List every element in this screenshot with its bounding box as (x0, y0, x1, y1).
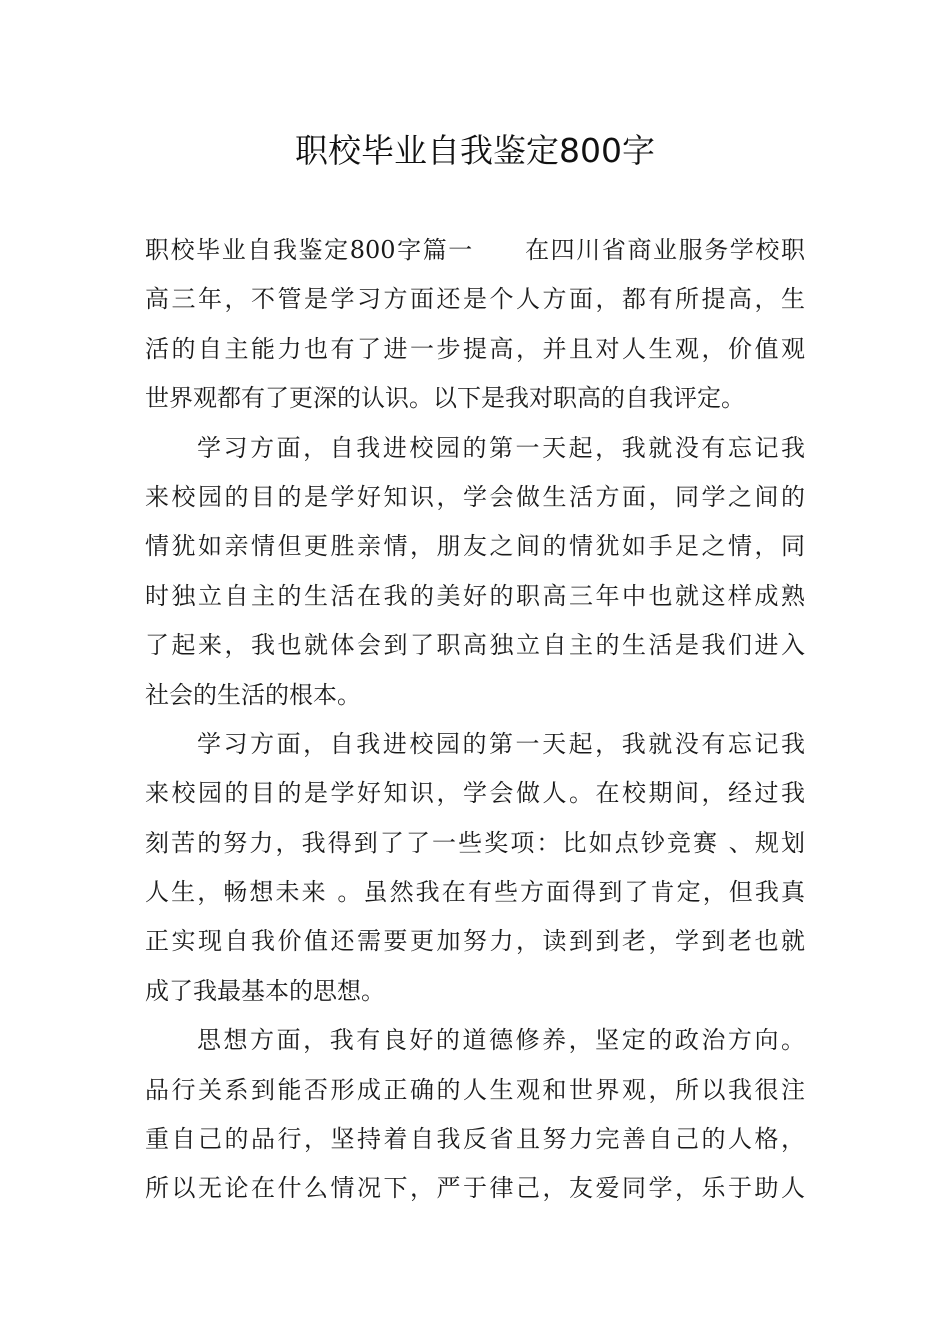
paragraph (145, 226, 805, 424)
paragraph-line: 刻苦的努力，我得到了了一些奖项：比如点钞竞赛 、规划 (145, 828, 805, 857)
paragraph-line: 情犹如亲情但更胜亲情，朋友之间的情犹如手足之情，同 (145, 532, 805, 561)
paragraph-line: 时独立自主的生活在我的美好的职高三年中也就这样成熟 (145, 581, 805, 610)
paragraph-line: 了起来，我也就体会到了职高独立自主的生活是我们进入 (145, 631, 805, 660)
paragraph-line: 职校毕业自我鉴定800字篇一 在四川省商业服务学校职 (145, 236, 805, 264)
paragraph-line: 成了我最基本的思想。 (145, 976, 385, 1005)
paragraph-line: 人生，畅想未来 。虽然我在有些方面得到了肯定，但我真 (145, 878, 805, 907)
paragraph-line: 世界观都有了更深的认识。以下是我对职高的自我评定。 (145, 384, 745, 413)
paragraph-line: 正实现自我价值还需要更加努力，读到到老，学到老也就 (145, 927, 805, 956)
paragraph-line: 所以无论在什么情况下，严于律己，友爱同学，乐于助人 (145, 1174, 805, 1203)
paragraph-line: 思想方面，我有良好的道德修养，坚定的政治方向。 (197, 1026, 805, 1055)
paragraph-line: 活的自主能力也有了进一步提高，并且对人生观，价值观 (145, 334, 805, 363)
paragraph (145, 720, 805, 1016)
paragraph-line: 重自己的品行，坚持着自我反省且努力完善自己的人格， (145, 1125, 805, 1154)
paragraph-line: 高三年，不管是学习方面还是个人方面，都有所提高，生 (145, 285, 805, 314)
paragraph-line: 品行关系到能否形成正确的人生观和世界观，所以我很注 (145, 1075, 805, 1104)
document-title: 职校毕业自我鉴定800字 (295, 131, 655, 170)
document-body (145, 226, 805, 1214)
paragraph (145, 1016, 805, 1214)
paragraph-line: 来校园的目的是学好知识，学会做人。在校期间，经过我 (145, 779, 805, 808)
paragraph (145, 424, 805, 720)
paragraph-line: 来校园的目的是学好知识，学会做生活方面，同学之间的 (145, 482, 805, 511)
paragraph-line: 社会的生活的根本。 (145, 680, 361, 709)
paragraph-line: 学习方面，自我进校园的第一天起，我就没有忘记我 (197, 433, 805, 462)
paragraph-line: 学习方面，自我进校园的第一天起，我就没有忘记我 (197, 729, 805, 758)
